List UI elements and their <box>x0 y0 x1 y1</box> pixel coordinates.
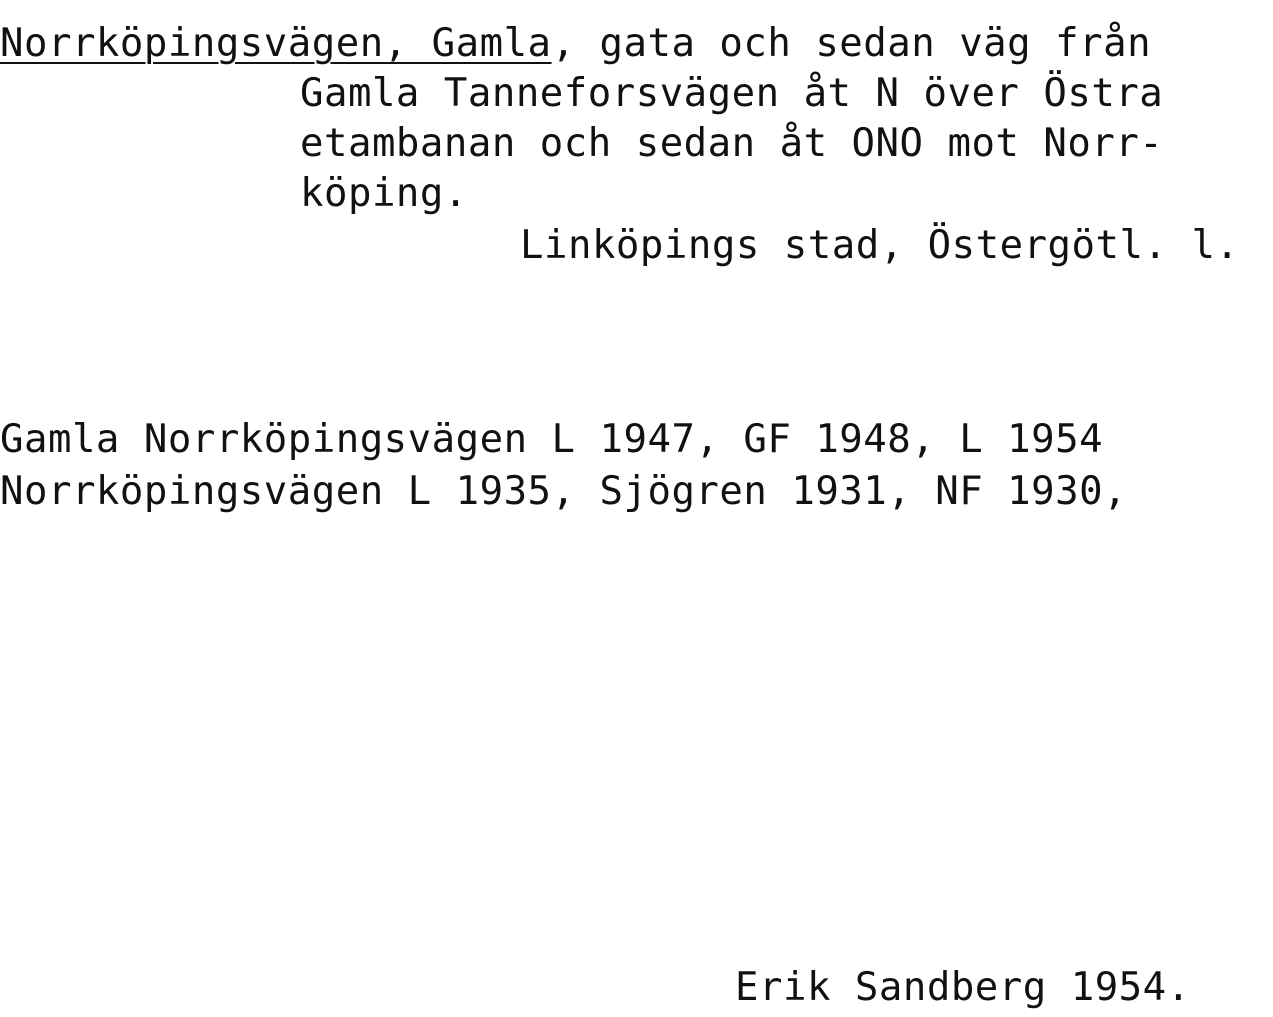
entry-headword: Norrköpingsvägen, Gamla <box>0 21 552 66</box>
entry-first-line <box>0 20 1151 68</box>
reference-line: Norrköpingsvägen L 1935, Sjögren 1931, NF 1930, <box>0 469 1128 514</box>
entry-definition-line: köping. <box>300 171 468 216</box>
entry-definition-line: etambanan och sedan åt ONO mot Norr- <box>300 121 1164 166</box>
entry-location: Linköpings stad, Östergötl. l. <box>520 223 1240 268</box>
reference-line: Gamla Norrköpingsvägen L 1947, GF 1948, L 1954 <box>0 417 1104 462</box>
entry-definition-first-line: , gata och sedan väg från <box>551 21 1152 66</box>
signature: Erik Sandberg 1954. <box>735 965 1191 1010</box>
entry-definition-line: Gamla Tanneforsvägen åt N över Östra <box>300 71 1164 116</box>
